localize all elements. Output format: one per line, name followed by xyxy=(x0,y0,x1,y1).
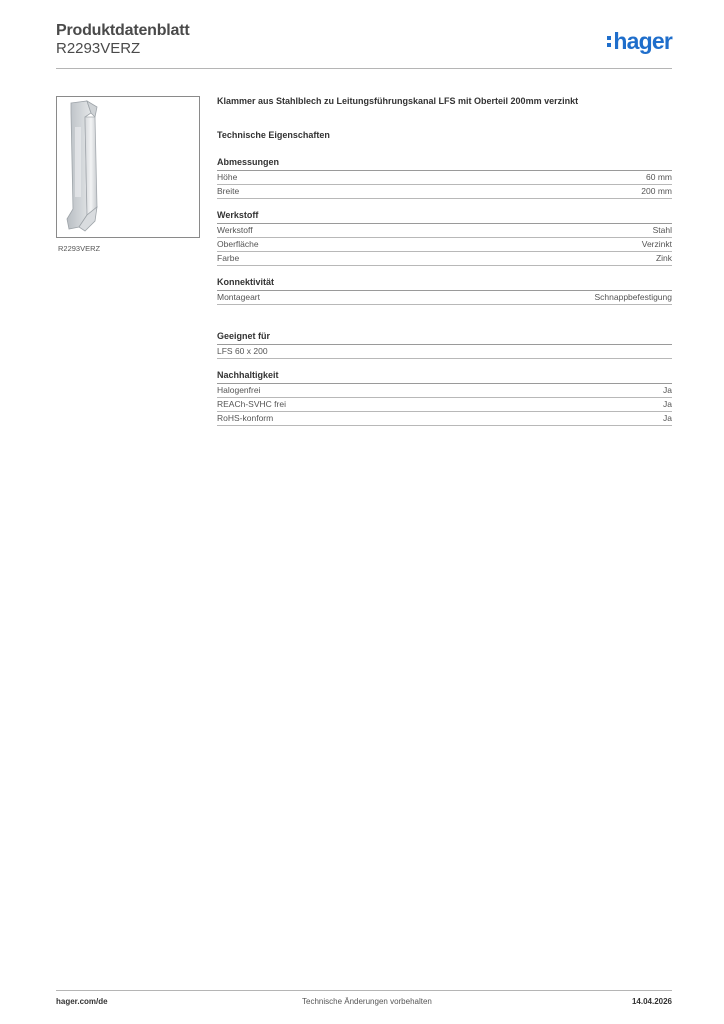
section-title: Nachhaltigkeit xyxy=(217,369,672,384)
spec-value: Schnappbefestigung xyxy=(594,292,672,302)
spec-row xyxy=(217,171,672,185)
logo-text: hager xyxy=(613,28,672,54)
document-title: Produktdatenblatt xyxy=(56,22,190,39)
spec-label: Breite xyxy=(217,186,240,196)
spec-row xyxy=(217,252,672,266)
spec-row xyxy=(217,238,672,252)
spec-row xyxy=(217,398,672,412)
spec-value: 200 mm xyxy=(641,186,672,196)
spec-row xyxy=(217,224,672,238)
section-sustainability xyxy=(217,369,672,426)
technical-properties-heading: Technische Eigenschaften xyxy=(217,130,330,140)
spec-label: REACh-SVHC frei xyxy=(217,399,286,409)
section-suitable-for xyxy=(217,330,672,359)
product-image xyxy=(56,96,200,238)
page-header xyxy=(56,22,672,68)
section-dimensions xyxy=(217,156,672,199)
spec-row xyxy=(217,291,672,305)
spec-label: Farbe xyxy=(217,253,240,263)
header-divider xyxy=(56,68,672,69)
spec-row xyxy=(217,345,672,359)
spec-label: Halogenfrei xyxy=(217,385,261,395)
spec-value: Stahl xyxy=(652,225,672,235)
section-title: Werkstoff xyxy=(217,209,672,224)
spec-row xyxy=(217,412,672,426)
spec-value: Verzinkt xyxy=(641,239,672,249)
logo-dots-icon xyxy=(607,35,611,49)
spec-row xyxy=(217,185,672,199)
section-connectivity xyxy=(217,276,672,305)
page-footer xyxy=(56,997,672,1011)
spec-label: LFS 60 x 200 xyxy=(217,346,268,356)
section-material xyxy=(217,209,672,266)
website-link[interactable]: hager.com/de xyxy=(56,997,108,1006)
spec-label: Oberfläche xyxy=(217,239,259,249)
spec-value: Ja xyxy=(663,399,672,409)
spec-value: Zink xyxy=(655,253,672,263)
section-title: Konnektivität xyxy=(217,276,672,291)
disclaimer-text: Technische Änderungen vorbehalten xyxy=(302,997,432,1006)
spec-row xyxy=(217,384,672,398)
image-caption: R2293VERZ xyxy=(58,244,101,253)
footer-divider xyxy=(56,990,672,991)
spec-label: RoHS-konform xyxy=(217,413,274,423)
document-date: 14.04.2026 xyxy=(631,997,672,1006)
spec-label: Werkstoff xyxy=(217,225,253,235)
bracket-illustration-icon xyxy=(57,97,199,237)
section-title: Abmessungen xyxy=(217,156,672,171)
product-description: Klammer aus Stahlblech zu Leitungsführungskanal LFS mit Oberteil 200mm verzinkt xyxy=(217,96,579,106)
spec-label: Montageart xyxy=(217,292,260,302)
spec-value: Ja xyxy=(663,385,672,395)
spec-value: Ja xyxy=(663,413,672,423)
section-title: Geeignet für xyxy=(217,330,672,345)
product-number: R2293VERZ xyxy=(56,40,141,57)
spec-label: Höhe xyxy=(217,172,238,182)
spec-value: 60 mm xyxy=(646,172,672,182)
hager-logo xyxy=(607,28,672,55)
